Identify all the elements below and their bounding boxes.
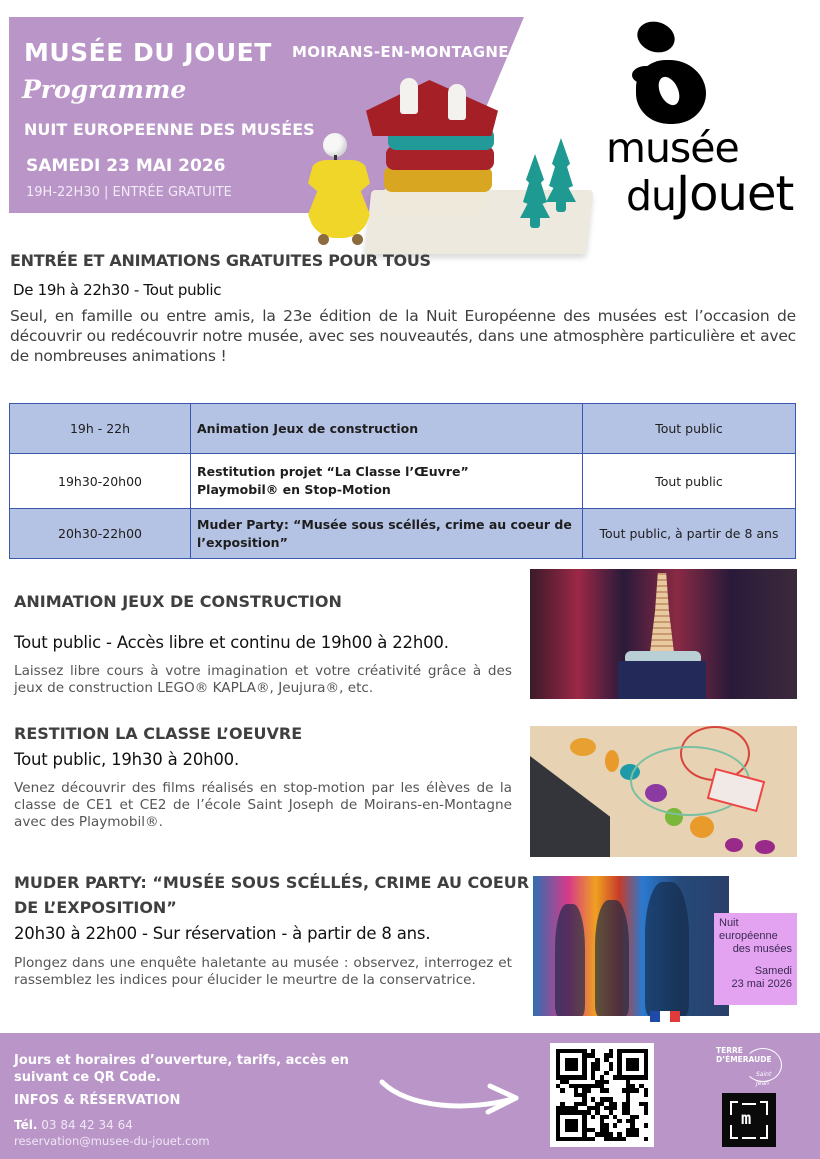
footer-email-link[interactable]: reservation@musee-du-jouet.com bbox=[14, 1134, 210, 1148]
m-logo-bracket bbox=[730, 1101, 738, 1115]
m-logo-bar bbox=[742, 1137, 756, 1139]
toy-wheel bbox=[318, 234, 329, 245]
event-name: NUIT EUROPEENNE DES MUSÉES bbox=[24, 120, 315, 139]
m-logo-bar bbox=[742, 1103, 756, 1105]
photo-clay-blob bbox=[755, 840, 775, 854]
nuit-card-line: Nuit bbox=[719, 917, 739, 929]
photo-silhouette bbox=[645, 882, 689, 1016]
nuit-card-line: Samedi bbox=[754, 965, 792, 977]
toy-wheel bbox=[352, 234, 363, 245]
m-logo-bracket bbox=[760, 1125, 768, 1139]
logo-text-musee: musée bbox=[606, 124, 739, 172]
toy-peg bbox=[400, 78, 418, 114]
activity-line: Muder Party: “Musée sous scéllés, crime au coeur de bbox=[197, 516, 572, 532]
arrow-right-icon bbox=[378, 1068, 523, 1118]
section-subtitle-construction: Tout public - Accès libre et continu de 19h00 à 22h00. bbox=[14, 633, 449, 652]
nuit-card-line: européenne bbox=[719, 930, 778, 942]
schedule-time: 19h - 22h bbox=[10, 404, 191, 454]
photo-clay-blob bbox=[570, 738, 596, 756]
m-logo-bracket bbox=[730, 1125, 738, 1139]
activity-line: Animation Jeux de construction bbox=[197, 420, 419, 436]
event-date: SAMEDI 23 MAI 2026 bbox=[26, 156, 226, 176]
qr-code[interactable] bbox=[550, 1043, 654, 1147]
photo-nuit-musees-poster bbox=[533, 876, 729, 1016]
nuit-card-line: des musées bbox=[732, 943, 792, 955]
table-row bbox=[10, 454, 796, 509]
section-title-murder-party bbox=[14, 870, 529, 920]
schedule-time: 19h30-20h00 bbox=[10, 454, 191, 509]
logo-text-du: du bbox=[626, 172, 677, 220]
schedule-activity bbox=[191, 454, 583, 509]
section-title-construction: ANIMATION JEUX DE CONSTRUCTION bbox=[14, 592, 342, 611]
photo-silhouette bbox=[555, 904, 585, 1016]
toy-tree-trunk bbox=[530, 216, 540, 228]
activity-line: l’exposition” bbox=[197, 534, 288, 550]
terre-emeraude-logo bbox=[716, 1046, 784, 1087]
logo-text-du-jouet bbox=[626, 166, 794, 222]
section-subtitle-classe-oeuvre: Tout public, 19h30 à 20h00. bbox=[14, 750, 240, 769]
m-logo-bracket bbox=[760, 1101, 768, 1115]
table-row bbox=[10, 404, 796, 454]
intro-body: Seul, en famille ou entre amis, la 23e édition de la Nuit Européenne des musées est l’occasion de découvrir ou redécouvrir notre musée, avec ses nouveautés, dans une atmosphère particulière et avec de nombreuses animations ! bbox=[10, 307, 796, 365]
schedule-audience: Tout public bbox=[583, 404, 796, 454]
toy-tree-trunk bbox=[556, 200, 566, 212]
photo-kapla-tower bbox=[530, 569, 797, 699]
schedule-activity bbox=[191, 404, 583, 454]
photo-stop-motion-workshop bbox=[530, 726, 797, 857]
footer-phone[interactable] bbox=[14, 1118, 133, 1132]
section-title-line: DE L’EXPOSITION” bbox=[14, 898, 177, 917]
french-republic-flag-icon bbox=[650, 1007, 680, 1018]
section-body-murder-party: Plongez dans une enquête haletante au musée : observez, interrogez et rassemblez les indices pour élucider le meurtre de la conservatrice. bbox=[14, 955, 512, 988]
section-subtitle-murder-party: 20h30 à 22h00 - Sur réservation - à partir de 8 ans. bbox=[14, 924, 431, 943]
m-logo-letter: m bbox=[741, 1109, 752, 1129]
section-body-construction: Laissez libre cours à votre imagination et votre créativité grâce à des jeux de construction LEGO® KAPLA®, Jeujura®, etc. bbox=[14, 663, 512, 696]
photo-clay-blob bbox=[725, 838, 743, 852]
toy-yellow-figure bbox=[308, 160, 370, 238]
photo-floor-shape bbox=[530, 756, 610, 857]
schedule-activity bbox=[191, 509, 583, 559]
logo-figure-head bbox=[633, 17, 678, 57]
museum-title: MUSÉE DU JOUET bbox=[24, 38, 272, 67]
toy-ball bbox=[323, 133, 347, 157]
phone-label: Tél. bbox=[14, 1118, 38, 1132]
photo-table-shape bbox=[618, 661, 706, 699]
intro-subtitle: De 19h à 22h30 - Tout public bbox=[13, 281, 222, 299]
section-title-line: MUDER PARTY: “MUSÉE SOUS SCÉLLÉS, CRIME AU COEUR bbox=[14, 873, 530, 892]
event-hours: 19H-22H30 | ENTRÉE GRATUITE bbox=[26, 185, 232, 200]
museum-m-logo bbox=[722, 1093, 776, 1147]
photo-clay-blob bbox=[690, 816, 714, 838]
partner-logo-line: TERRE bbox=[716, 1046, 743, 1055]
logo-figure-hand bbox=[632, 66, 660, 84]
museum-city: MOIRANS-EN-MONTAGNE bbox=[292, 43, 509, 61]
phone-number[interactable]: 03 84 42 34 64 bbox=[41, 1118, 133, 1132]
activity-line: Restitution projet “La Classe l’Œuvre” bbox=[197, 464, 469, 479]
photo-silhouette bbox=[595, 900, 629, 1016]
footer-info-title: INFOS & RÉSERVATION bbox=[14, 1093, 181, 1108]
program-label: Programme bbox=[22, 75, 187, 104]
nuit-europeenne-card bbox=[714, 913, 797, 1005]
partner-logo-line: D’ÉMERAUDE bbox=[716, 1055, 772, 1064]
intro-title: ENTRÉE ET ANIMATIONS GRATUITES POUR TOUS bbox=[10, 251, 431, 270]
toy-peg bbox=[448, 84, 466, 120]
logo-text-jouet: Jouet bbox=[676, 166, 794, 222]
schedule-audience: Tout public, à partir de 8 ans bbox=[583, 509, 796, 559]
nuit-card-line: 23 mai 2026 bbox=[731, 978, 792, 990]
photo-clay-blob bbox=[605, 750, 619, 772]
section-title-classe-oeuvre: RESTITION LA CLASSE L’OEUVRE bbox=[14, 724, 303, 743]
schedule-audience: Tout public bbox=[583, 454, 796, 509]
schedule-table bbox=[9, 403, 796, 559]
activity-line: Playmobil® en Stop-Motion bbox=[197, 482, 391, 497]
qr-code-pattern bbox=[556, 1049, 648, 1141]
schedule-time: 20h30-22h00 bbox=[10, 509, 191, 559]
section-body-classe-oeuvre: Venez découvrir des films réalisés en stop-motion par les élèves de la classe de CE1 et CE2 de l’école Saint Joseph de Moirans-en-Montagne avec des Playmobil®. bbox=[14, 780, 512, 830]
table-row bbox=[10, 509, 796, 559]
footer-qr-text: Jours et horaires d’ouverture, tarifs, accès en suivant ce QR Code. bbox=[14, 1053, 349, 1085]
partner-logo-script: Saint Jean bbox=[756, 1071, 772, 1087]
